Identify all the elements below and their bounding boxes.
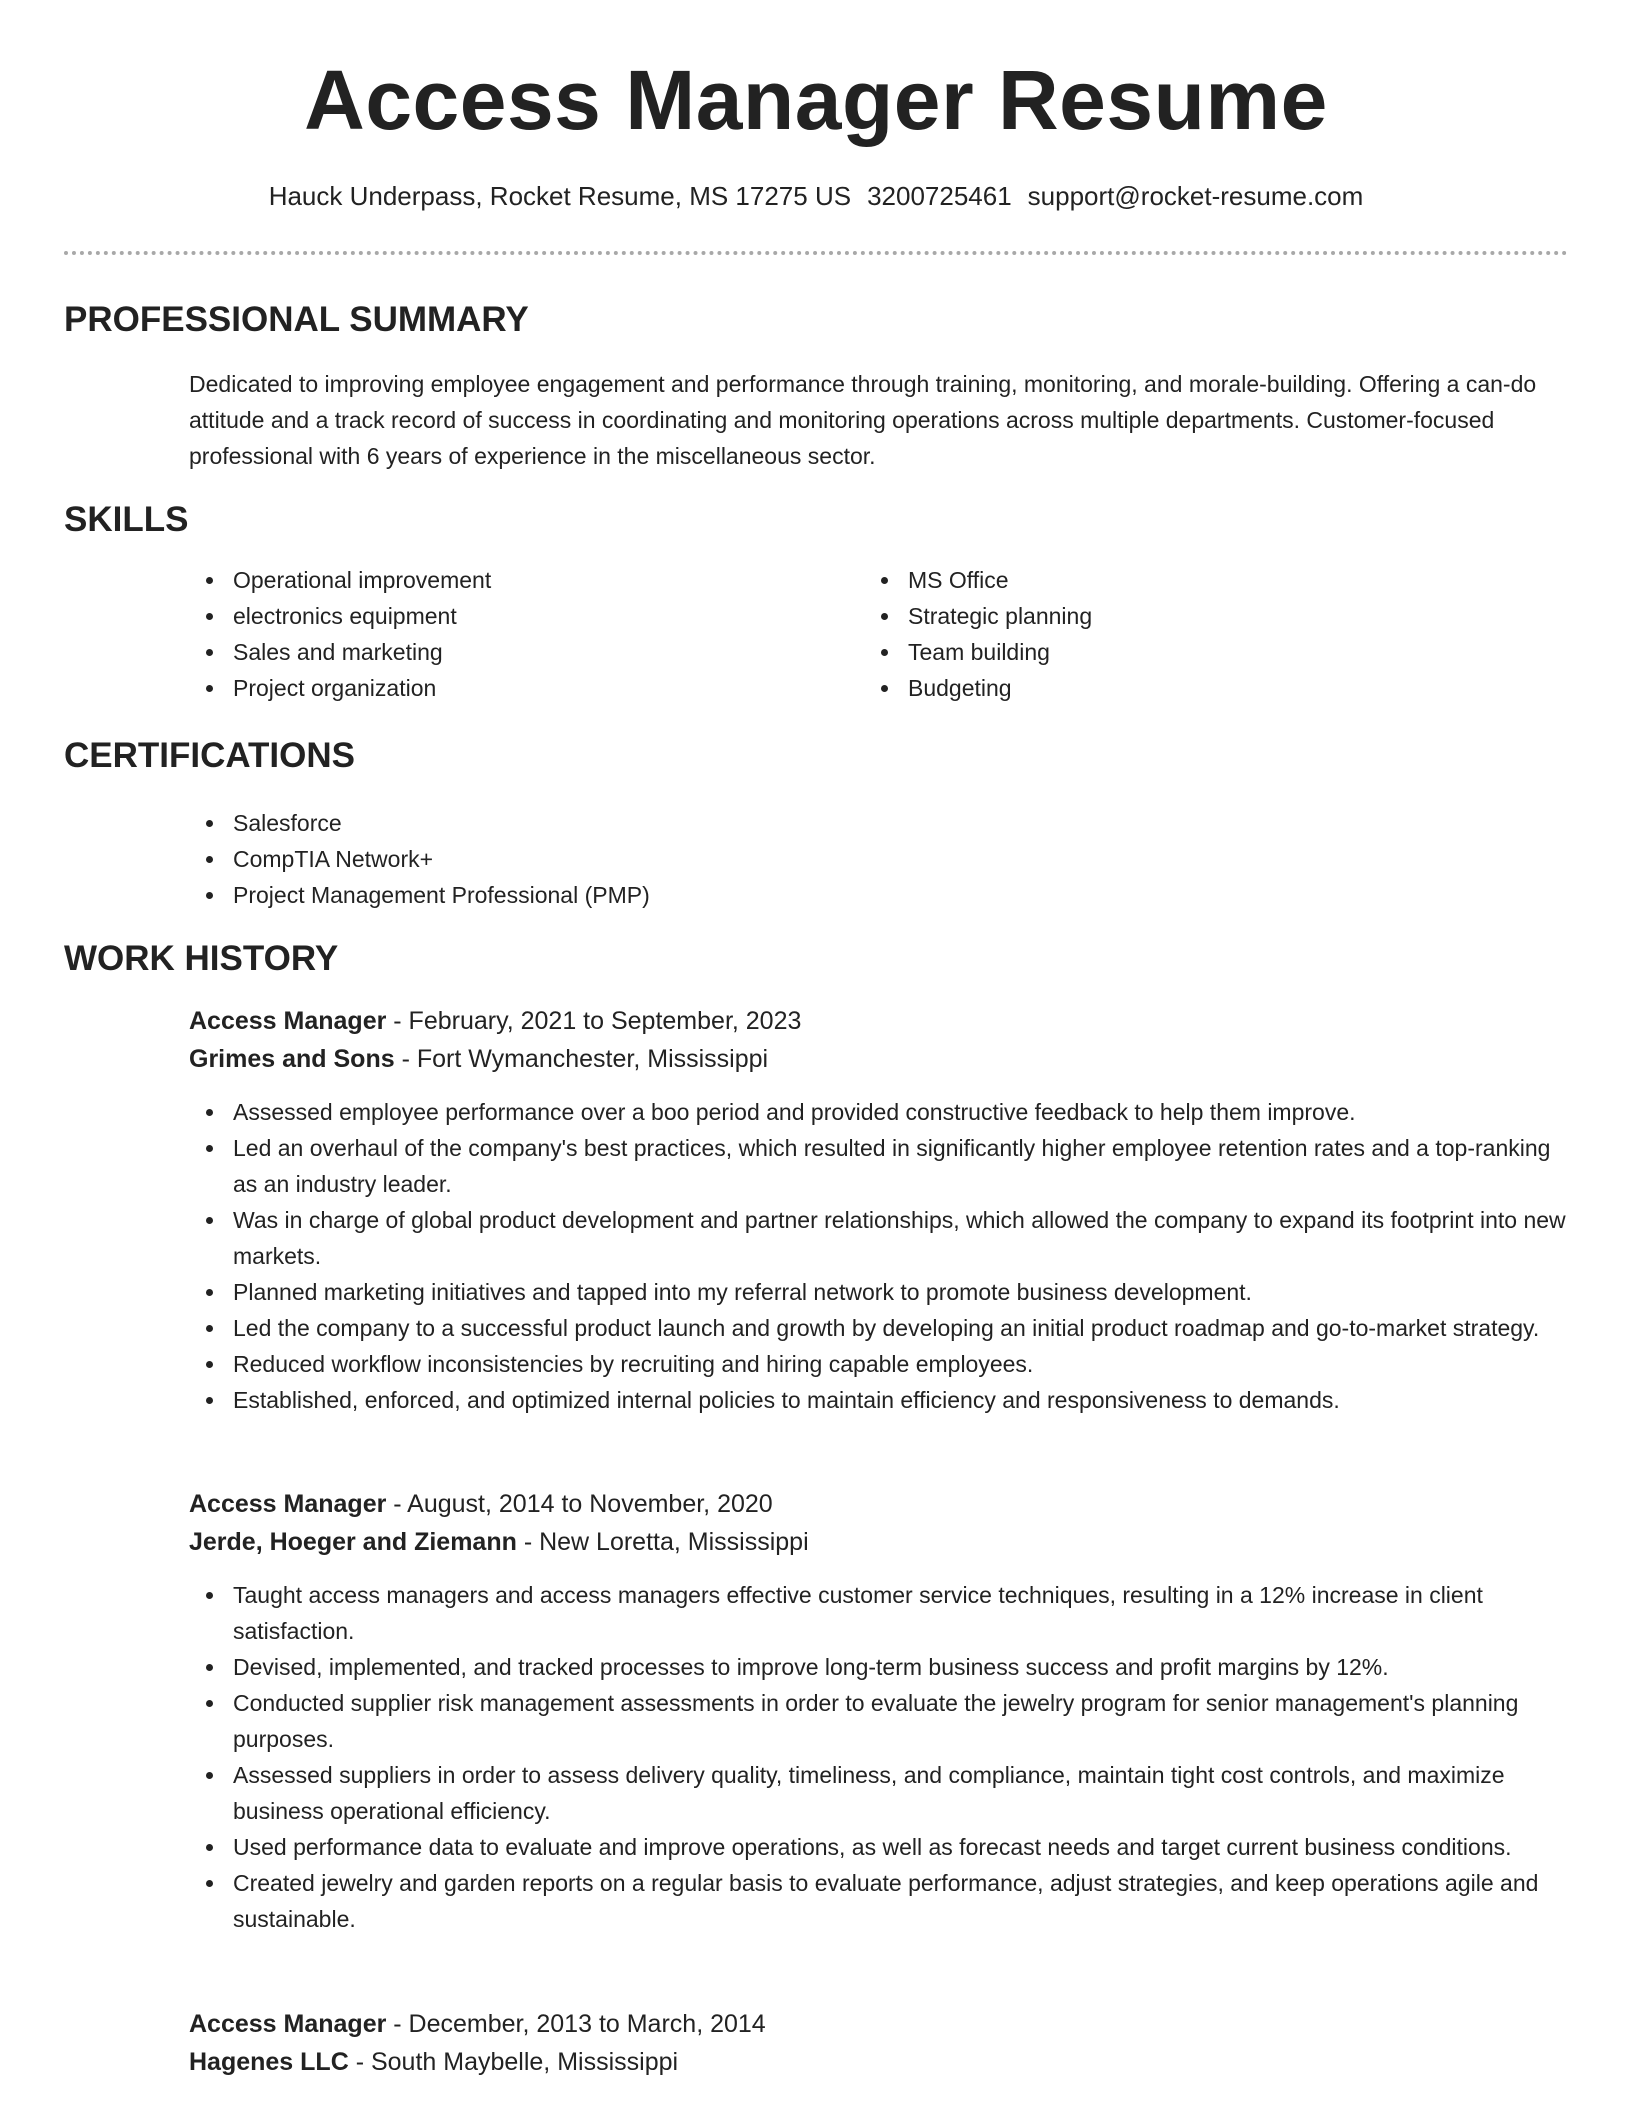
job-bullet: Established, enforced, and optimized internal policies to maintain efficiency and responsiveness to demands. [189,1382,1569,1418]
job-dates: - August, 2014 to November, 2020 [386,1490,773,1518]
job-bullet: Created jewelry and garden reports on a regular basis to evaluate performance, adjust strategies, and keep operations agile and sustainable. [189,1865,1569,1937]
job-bullet: Was in charge of global product development and partner relationships, which allowed the company to expand its footprint into new markets. [189,1202,1569,1274]
skills-heading: SKILLS [64,500,189,539]
job-title-line [189,1002,1569,1040]
skill-item: Project organization [189,670,829,706]
job-bullets [189,1577,1569,1937]
summary-text: Dedicated to improving employee engagement and performance through training, monitoring, and morale-building. Offering a can-do attitude and a track record of success in coordinating and monitoring operations across multiple departments. Customer-focused professional with 6 years of experience in the miscellaneous sector. [189,371,1537,469]
job-bullet: Planned marketing initiatives and tapped into my referral network to promote business development. [189,1274,1569,1310]
job-company: Grimes and Sons [189,1045,395,1073]
skill-item: MS Office [864,562,1504,598]
skill-item: Sales and marketing [189,634,829,670]
contact-phone: 3200725461 [867,181,1012,211]
job-title: Access Manager [189,1490,387,1518]
job-entry [189,1002,1569,1418]
certification-item: CompTIA Network+ [189,841,1489,877]
job-bullet: Assessed suppliers in order to assess delivery quality, timeliness, and compliance, maintain tight cost controls, and maximize business operational efficiency. [189,1757,1569,1829]
job-title-line [189,2005,1569,2043]
job-title: Access Manager [189,2010,387,2038]
skill-item: Budgeting [864,670,1504,706]
skill-item: electronics equipment [189,598,829,634]
job-bullet: Conducted supplier risk management assessments in order to evaluate the jewelry program for senior management's planning purposes. [189,1685,1569,1757]
certification-item: Project Management Professional (PMP) [189,877,1489,913]
job-location: - New Loretta, Mississippi [516,1528,809,1556]
summary-heading: PROFESSIONAL SUMMARY [64,300,529,339]
job-bullet: Used performance data to evaluate and improve operations, as well as forecast needs and target current business conditions. [189,1829,1569,1865]
skills-list-left [189,562,829,706]
job-company-line [189,1523,1569,1561]
skill-item: Operational improvement [189,562,829,598]
job-bullet: Devised, implemented, and tracked processes to improve long-term business success and profit margins by 12%. [189,1649,1569,1685]
job-entry [189,2005,1569,2081]
job-bullet: Led the company to a successful product launch and growth by developing an initial product roadmap and go-to-market strategy. [189,1310,1569,1346]
skills-list-right [864,562,1504,706]
certifications-heading: CERTIFICATIONS [64,736,356,775]
contact-line [0,181,1632,212]
job-company-line [189,1040,1569,1078]
job-company: Hagenes LLC [189,2048,349,2076]
job-bullets [189,1094,1569,1418]
job-bullet: Reduced workflow inconsistencies by recruiting and hiring capable employees. [189,1346,1569,1382]
job-bullet: Assessed employee performance over a boo period and provided constructive feedback to help them improve. [189,1094,1569,1130]
job-title: Access Manager [189,1007,387,1035]
job-company: Jerde, Hoeger and Ziemann [189,1528,517,1556]
resume-title: Access Manager Resume [304,53,1328,147]
job-bullet: Taught access managers and access managers effective customer service techniques, resulting in a 12% increase in client satisfaction. [189,1577,1569,1649]
job-location: - South Maybelle, Mississippi [348,2048,679,2076]
job-location: - Fort Wymanchester, Mississippi [394,1045,769,1073]
certification-item: Salesforce [189,805,1489,841]
contact-email: support@rocket-resume.com [1027,181,1364,211]
job-title-line [189,1485,1569,1523]
skill-item: Strategic planning [864,598,1504,634]
work-history-heading: WORK HISTORY [64,939,339,978]
certifications-list [189,805,1489,913]
job-company-line [189,2043,1569,2081]
job-entry [189,1485,1569,1937]
job-bullet: Led an overhaul of the company's best practices, which resulted in significantly higher employee retention rates and a top-ranking as an industry leader. [189,1130,1569,1202]
header-divider [64,251,1568,255]
job-dates: - February, 2021 to September, 2023 [386,1007,802,1035]
contact-address: Hauck Underpass, Rocket Resume, MS 17275 US [268,181,852,211]
job-dates: - December, 2013 to March, 2014 [386,2010,766,2038]
skill-item: Team building [864,634,1504,670]
